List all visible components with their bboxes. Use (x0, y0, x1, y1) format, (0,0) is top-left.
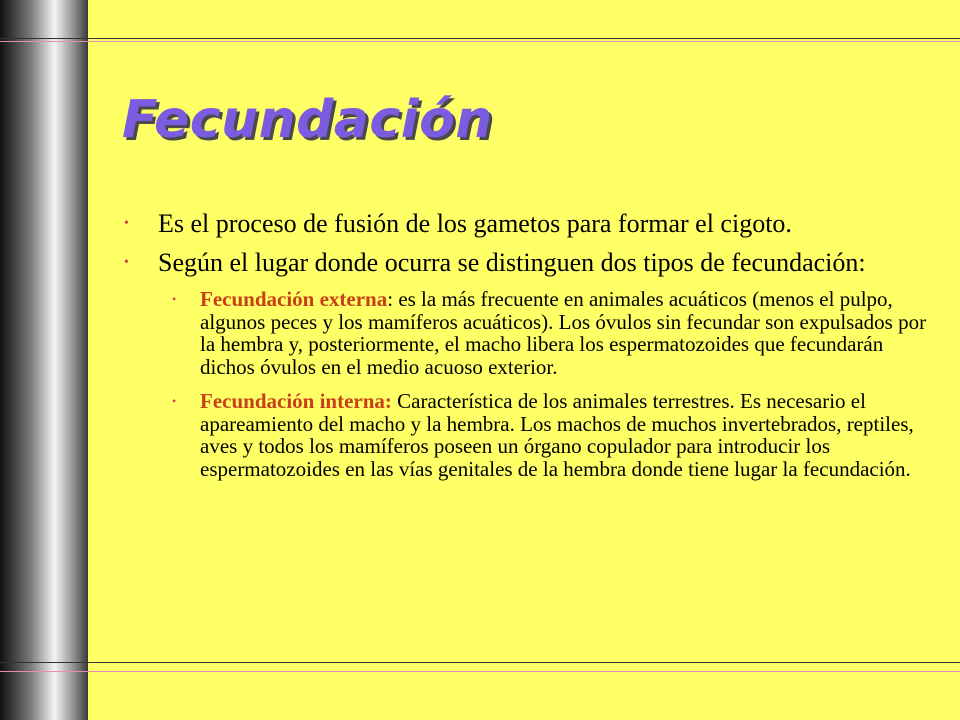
bullet-text: Según el lugar donde ocurra se distinguen dos tipos de fecundación: (158, 248, 866, 277)
sub-bullet-icon: • (172, 394, 177, 408)
term-external: Fecundación externa (200, 287, 388, 311)
bullet-item (118, 210, 938, 237)
slide-title: Fecundación (122, 90, 493, 150)
term-internal: Fecundación interna: (200, 389, 392, 413)
top-divider (0, 38, 960, 42)
bullet-icon: • (124, 255, 129, 270)
sub-bullet-text: Característica de los animales terrestres. Es necesario el apareamiento del macho y la hembra. Los machos de muchos invertebrados, reptiles, aves y todos los mamíferos poseen un órgano copulador para introducir los espermatozoides en las vías genitales de la hembra donde tiene lugar la fecundación. (200, 389, 914, 481)
sub-bullet-icon: • (172, 292, 177, 306)
slide-content (118, 210, 938, 492)
sub-bullet-item (118, 390, 938, 480)
bullet-text: Es el proceso de fusión de los gametos para formar el cigoto. (158, 209, 792, 238)
bottom-divider (0, 662, 960, 672)
bullet-icon: • (124, 216, 129, 231)
sub-bullet-text: : es la más frecuente en animales acuáticos (menos el pulpo, algunos peces y los mamíferos acuáticos). Los óvulos sin fecundar son expulsados por la hembra y, posteriormente, el macho libera los espermatozoides que fecundarán dichos óvulos en el medio acuoso exterior. (200, 287, 927, 379)
bullet-item (118, 249, 938, 276)
sub-bullet-item (118, 288, 938, 378)
gradient-sidebar (0, 0, 88, 720)
